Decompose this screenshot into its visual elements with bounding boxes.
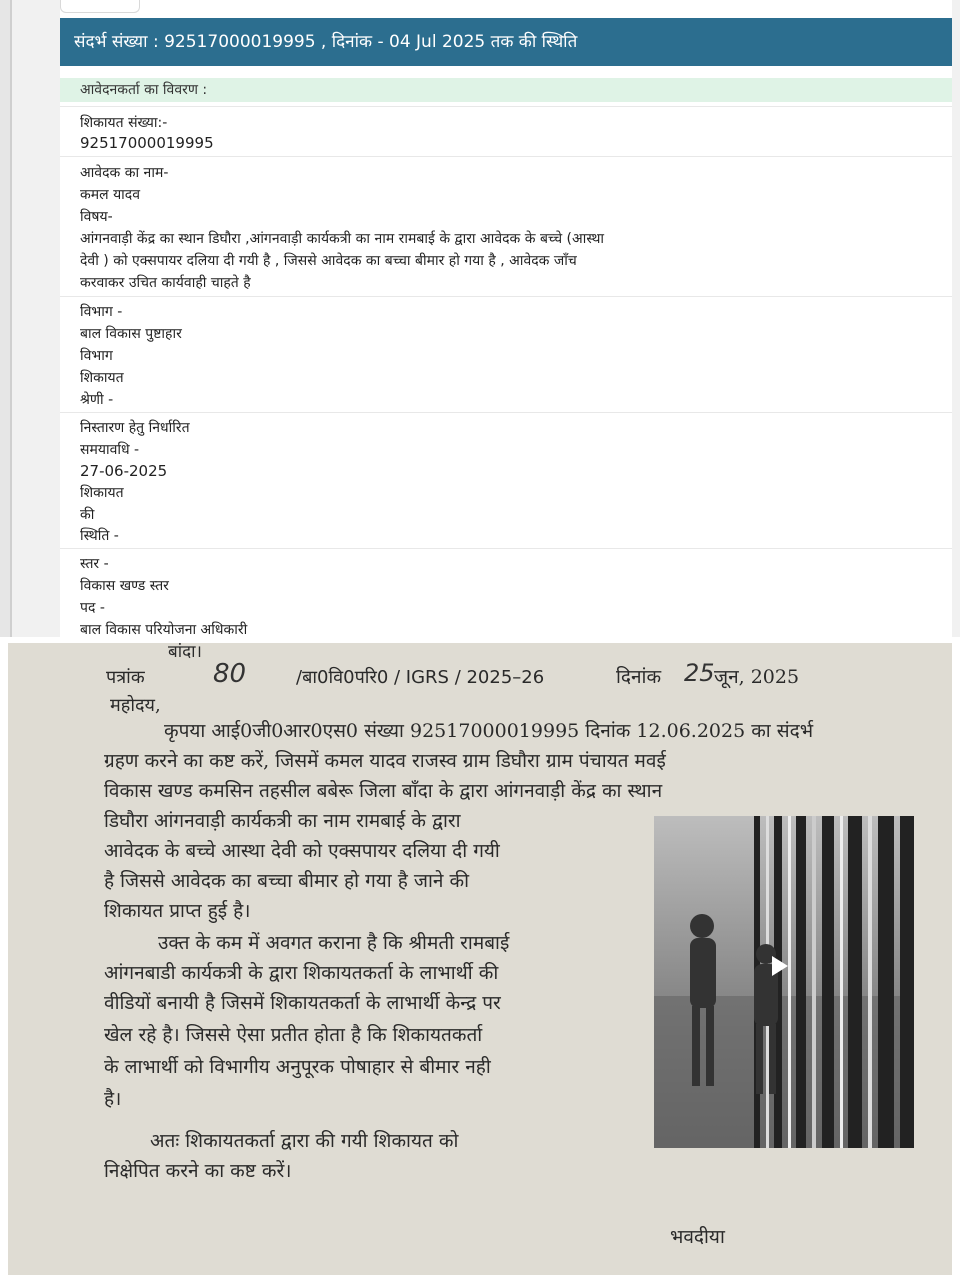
letter-date-rest: जून, 2025 (714, 666, 800, 688)
letter-ref-handwritten: 80 (213, 659, 247, 689)
window-edge (0, 0, 12, 637)
letter-date-prefix: दिनांक (616, 666, 662, 688)
applicant-name-label: आवेदक का नाम- (80, 165, 169, 181)
video-thumbnail[interactable] (654, 816, 914, 1148)
complaint-number-label: शिकायत संख्या:- (80, 115, 168, 131)
department-word: विभाग (80, 348, 113, 364)
para3-line: निक्षेपित करने का कष्ट करें। (104, 1160, 292, 1182)
para1-line: शिकायत प्राप्त हुई है। (104, 900, 251, 922)
post-value: बाल विकास परियोजना अधिकारी (80, 622, 248, 637)
para1-line: डिघौरा आंगनवाड़ी कार्यकत्री का नाम रामबाई के द्वारा (104, 810, 461, 832)
letter-date-handwritten: 25 (684, 659, 715, 687)
level-label: स्तर - (80, 556, 109, 572)
letter-ref-number: /बा0वि0परि0 / IGRS / 2025–26 (296, 667, 545, 688)
reference-header: संदर्भ संख्या : 92517000019995 , दिनांक - 04 Jul 2025 तक की स्थिति (60, 18, 952, 66)
post-label: पद - (80, 600, 105, 616)
complaint-number-value: 92517000019995 (80, 134, 214, 152)
closing: भवदीया (670, 1226, 725, 1248)
subject-line: करवाकर उचित कार्यवाही चाहते है (80, 275, 251, 291)
salutation: महोदय, (110, 695, 161, 716)
deadline-value: 27-06-2025 (80, 462, 168, 480)
status-label: स्थिति - (80, 528, 119, 544)
category-label: श्रेणी - (80, 392, 114, 408)
department-value: बाल विकास पुष्टाहार (80, 326, 182, 342)
para2-line: के लाभार्थी को विभागीय अनुपूरक पोषाहार से बीमार नही (104, 1056, 491, 1078)
tab-stub[interactable] (60, 0, 140, 13)
para2-line: है। (104, 1088, 122, 1110)
para2-line: उक्त के कम में अवगत कराना है कि श्रीमती रामबाई (158, 932, 510, 954)
scanned-letter (8, 643, 952, 1275)
department-label: विभाग - (80, 304, 123, 320)
para1-line: कृपया आई0जी0आर0एस0 संख्या 92517000019995 दिनांक 12.06.2025 का संदर्भ (164, 720, 814, 742)
subject-line: देवी ) को एक्सपायर दलिया दी गयी है , जिससे आवेदक का बच्चा बीमार हो गया है , आवेदक जाँच (80, 253, 577, 269)
para2-line: खेल रहे है। जिससे ऐसा प्रतीत होता है कि शिकायतकर्ता (104, 1024, 483, 1046)
deadline-label: निस्तारण हेतु निर्धारित (80, 420, 190, 436)
para2-line: आंगनबाडी कार्यकत्री के द्वारा शिकायतकर्ता के लाभार्थी की (104, 962, 499, 984)
para2-line: वीडियों बनायी है जिसमें शिकायतकर्ता के लाभार्थी केन्द्र पर (104, 992, 501, 1014)
complaint-number-row (60, 106, 952, 156)
status-label: की (80, 507, 95, 523)
subject-label: विषय- (80, 209, 113, 225)
para1-line: आवेदक के बच्चे आस्था देवी को एक्सपायर दलिया दी गयी (104, 840, 500, 862)
applicant-details-heading: आवेदनकर्ता का विवरण : (60, 78, 952, 102)
status-label: शिकायत (80, 485, 124, 501)
portal-screenshot (0, 0, 960, 637)
deadline-row (60, 412, 952, 548)
applicant-row (60, 156, 952, 296)
para3-line: अतः शिकायतकर्ता द्वारा की गयी शिकायत को (150, 1130, 459, 1152)
video-still-graphic (654, 816, 914, 1148)
level-row (60, 548, 952, 637)
deadline-label: समयावधि - (80, 442, 140, 458)
para1-line: ग्रहण करने का कष्ट करें, जिसमें कमल यादव राजस्व ग्राम डिघौरा ग्राम पंचायत मवई (104, 750, 666, 772)
department-row (60, 296, 952, 412)
para1-line: विकास खण्ड कमसिन तहसील बबेरू जिला बाँदा के द्वारा आंगनवाड़ी केंद्र का स्थान (104, 780, 663, 802)
complaint-word: शिकायत (80, 370, 124, 386)
applicant-name-value: कमल यादव (80, 187, 141, 203)
level-value: विकास खण्ड स्तर (80, 578, 169, 594)
cut-top-text: बांदा। (168, 643, 202, 662)
letter-ref-prefix: पत्रांक (106, 667, 145, 688)
para1-line: है जिससे आवेदक का बच्चा बीमार हो गया है जाने की (104, 870, 470, 892)
subject-line: आंगनवाड़ी केंद्र का स्थान डिघौरा ,आंगनवाड़ी कार्यकत्री का नाम रामबाई के द्वारा आवेदक के बच्चे (आस्था (80, 231, 605, 247)
play-icon[interactable] (772, 956, 788, 976)
